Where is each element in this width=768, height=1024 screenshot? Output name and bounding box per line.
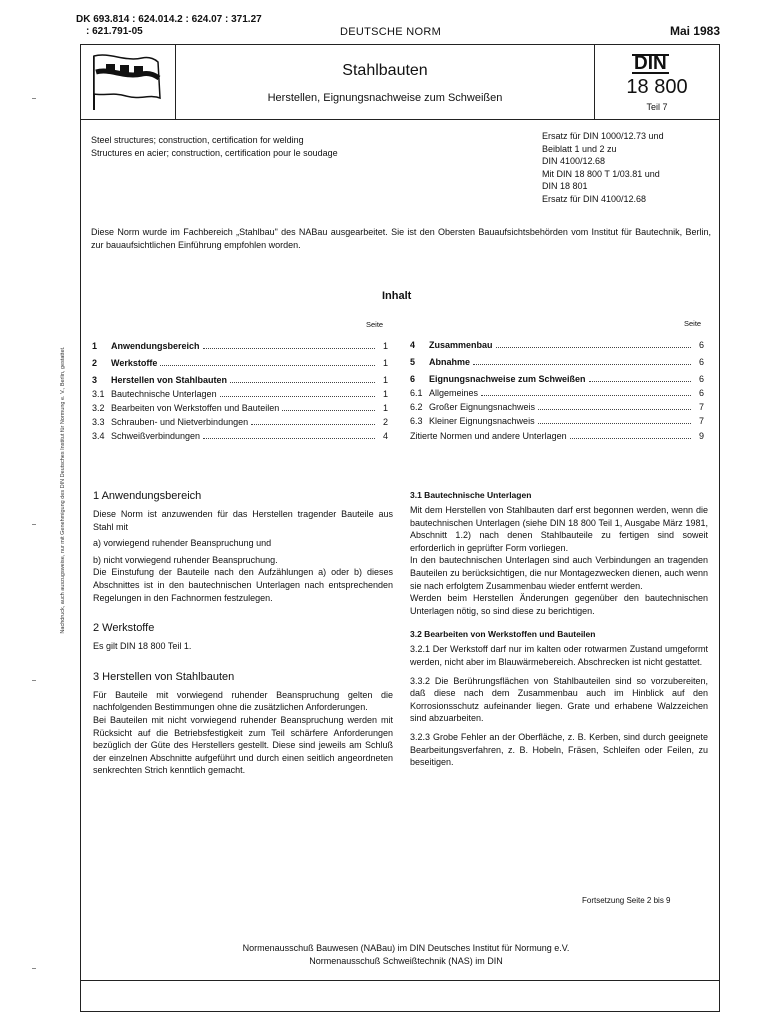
section-2-text: Es gilt DIN 18 800 Teil 1.	[93, 641, 192, 652]
french-title: Structures en acier; construction, certification pour le soudage	[91, 148, 338, 158]
scan-speck	[32, 680, 36, 681]
scan-speck	[32, 524, 36, 525]
toc-entry[interactable]: 6.1 Allgemeines 6	[410, 388, 704, 398]
scan-speck	[32, 968, 36, 969]
din-logo: DIN	[634, 53, 667, 74]
section-3-1-text: Mit dem Herstellen von Stahlbauten darf erst begonnen werden, wenn die bautechnischen Unterlagen (siehe DIN 18 800 Teil 1, Ausgabe März 1981, Abschnitt 1.2) nach denen Stahlbauteile zu fertigen sind soweit erforderlich in geprüfter Form vorliegen.	[410, 505, 708, 553]
section-3-text-2: Bei Bauteilen mit nicht vorwiegend ruhender Beanspruchung werden mit Rücksicht auf die Betriebsfestigkeit zum Teil schärfere Anforderungen bezüglich der Güte des Herstellers gestellt. Diese sind jeweils am Schluß der einzelnen Abschnitte aufgeführt und durch einen seitlich angeordneten senkrechten Strich kenntlich gemacht.	[93, 714, 393, 776]
section-3-1-text-3: Werden beim Herstellen Änderungen gegenüber den bautechnischen Unterlagen nötig, so sind diese zu berichtigen.	[410, 593, 708, 616]
toc-entry[interactable]: 6.3 Kleiner Eignungsnachweis 7	[410, 416, 704, 426]
section-3-2-3-text: 3.2.3 Grobe Fehler an der Oberfläche, z. B. Kerben, sind durch geeignete Bearbeitungsverfahren, z. B. Hobeln, Fräsen, Schleifen oder Feilen, zu beseitigen.	[410, 731, 708, 768]
toc-entry[interactable]: 3.4 Schweißverbindungen 4	[92, 431, 388, 441]
deutsche-norm-label: DEUTSCHE NORM	[340, 26, 442, 38]
issue-date: Mai 1983	[669, 24, 720, 38]
section-2-heading: 2 Werkstoffe	[93, 622, 155, 635]
section-3-2-heading: 3.2 Bearbeiten von Werkstoffen und Bauteilen	[410, 629, 596, 640]
section-3-1-text-2: In den bautechnischen Unterlagen sind auch Verbindungen an tragenden Bauteilen zu berücksichtigen, die nur Montagezwecken dienen, auch wenn sie nach erfolgtem Zusammenbau wieder entfernt werden.	[410, 555, 708, 591]
section-1-item-a: a) vorwiegend ruhender Beanspruchung und	[93, 538, 272, 549]
toc-entry[interactable]: 3.1 Bautechnische Unterlagen 1	[92, 389, 388, 399]
toc-entry[interactable]: 5 Abnahme 6	[410, 357, 704, 367]
toc-entry[interactable]: Zitierte Normen und andere Unterlagen 9	[410, 431, 704, 441]
toc-entry[interactable]: 6.2 Großer Eignungsnachweis 7	[410, 402, 704, 412]
section-3-2-2-text: 3.3.2 Die Berührungsflächen von Stahlbauteilen sind so vorzubereiten, daß diese nach dem Zusammenbau auch im Hinblick auf den Korrosionsschutz aufeinander liegen. Grate und erhabene Walzzeichen sind abzuarbeiten.	[410, 675, 708, 724]
toc-entry[interactable]: 3.3 Schrauben- und Nietverbindungen 2	[92, 417, 388, 427]
left-column	[93, 490, 393, 777]
toc-heading: Inhalt	[382, 290, 412, 302]
toc-page-label-right: Seite	[684, 319, 702, 328]
logo-box	[80, 44, 176, 120]
document-subtitle: Herstellen, Eignungsnachweise zum Schweißen	[267, 92, 503, 104]
right-column	[410, 490, 708, 769]
toc-entry[interactable]: 2 Werkstoffe 1	[92, 358, 388, 368]
scan-speck	[32, 98, 36, 99]
section-1-text-2: Die Einstufung der Bauteile nach den Aufzählungen a) oder b) dieses Abschnittes ist in den bautechnischen Unterlagen nach entsprechenden Regelungen in den Fachnormen festzulegen.	[93, 567, 393, 603]
section-3-heading: 3 Herstellen von Stahlbauten	[93, 670, 235, 683]
toc-entry[interactable]: 6 Eignungsnachweise zum Schweißen 6	[410, 374, 704, 384]
toc-entry[interactable]: 3 Herstellen von Stahlbauten 1	[92, 375, 388, 385]
dk-classification: DK 693.814 : 624.014.2 : 624.07 : 371.27 : 621.791-05	[76, 14, 262, 37]
flag-logo-icon	[80, 44, 174, 118]
section-1-heading: 1 Anwendungsbereich	[93, 490, 202, 502]
intro-paragraph: Diese Norm wurde im Fachbereich „Stahlbau" des NABau ausgearbeitet. Sie ist den Obersten Bauaufsichtsbehörden vom Institut für Bautechnik, Berlin, zur bauaufsichtlichen Einführung empfohlen worden.	[91, 227, 711, 250]
translations	[91, 134, 338, 160]
document-title: Stahlbauten	[342, 62, 428, 79]
replacement-notes: Ersatz für DIN 1000/12.73 und Beiblatt 1 und 2 zu DIN 4100/12.68 Mit DIN 18 800 T 1/03.81 und DIN 18 801 Ersatz für DIN 4100/12.68	[542, 131, 664, 204]
section-1-text: Diese Norm ist anzuwenden für das Herstellen tragender Bauteile aus Stahl mit	[93, 509, 393, 532]
section-3-text: Für Bauteile mit vorwiegend ruhender Beanspruchung gelten die nachfolgenden Bestimmungen ohne die zusätzlichen Anforderungen.	[93, 689, 393, 713]
toc-entry[interactable]: 4 Zusammenbau 6	[410, 340, 704, 350]
continuation-note: Fortsetzung Seite 2 bis 9	[582, 896, 671, 905]
toc-page-label-left: Seite	[366, 320, 384, 329]
toc-entry[interactable]: 1 Anwendungsbereich 1	[92, 341, 388, 351]
din-part: Teil 7	[646, 102, 668, 112]
section-3-1-heading: 3.1 Bautechnische Unterlagen	[410, 490, 532, 500]
din-number: 18 800	[626, 76, 688, 98]
toc-entry[interactable]: 3.2 Bearbeiten von Werkstoffen und Bauteilen 1	[92, 403, 388, 413]
footer: Normenausschuß Bauwesen (NABau) im DIN Deutsches Institut für Normung e.V. Normenausschuß Schweißtechnik (NAS) im DIN	[242, 943, 570, 966]
bottom-divider	[80, 980, 720, 981]
section-1-item-b: b) nicht vorwiegend ruhender Beanspruchung.	[93, 554, 278, 565]
english-title: Steel structures; construction, certification for welding	[91, 135, 304, 145]
side-copyright-note: Nachdruck, auch auszugsweise, nur mit Genehmigung des DIN Deutsches Institut für Normung e. V., Berlin, gestattet.	[60, 346, 66, 634]
section-3-2-1-text: 3.2.1 Der Werkstoff darf nur im kalten oder rotwarmen Zustand umgeformt werden, nicht aber im Blauwärmebereich. Abschrecken ist nicht gestattet.	[410, 644, 708, 667]
